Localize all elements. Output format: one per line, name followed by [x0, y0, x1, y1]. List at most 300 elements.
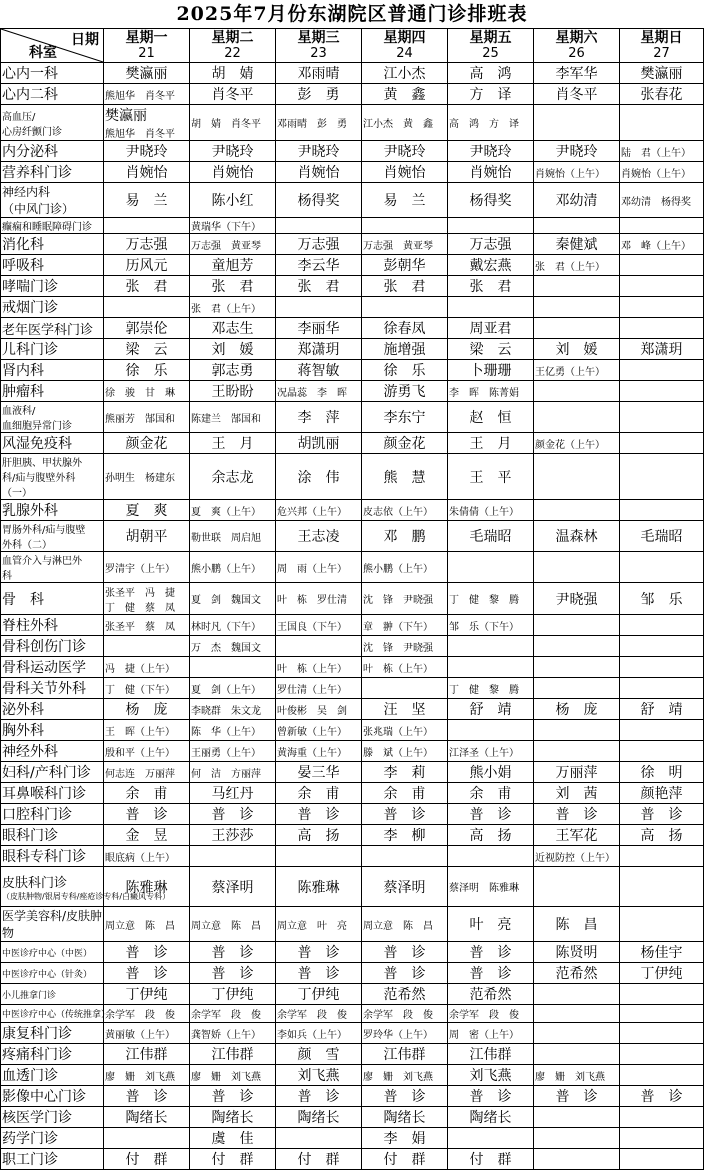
table-row — [1, 105, 704, 141]
dept-name-line: 中医诊疗中心（中医） — [2, 948, 93, 959]
doctor-name: 温森林 — [555, 529, 598, 545]
schedule-cell — [448, 846, 534, 867]
doctor-name: 高 鸿 方 译 — [449, 119, 519, 130]
schedule-cell — [448, 583, 534, 615]
table-row — [1, 276, 704, 297]
schedule-cell — [190, 360, 276, 381]
doctor-name: 余学军 段 俊 — [191, 1010, 261, 1021]
doctor-name: 万丽萍 — [555, 765, 598, 781]
doctor-name: 童旭芳 — [211, 258, 254, 274]
schedule-cell — [276, 1149, 362, 1170]
dept-name-line: 内分泌科 — [2, 144, 58, 160]
doctor-name: 梁 云 — [469, 342, 512, 358]
dept-name-line: 骨 科 — [2, 591, 44, 608]
doctor-name: 陈雅琳 — [297, 879, 340, 896]
doctor-name: 徐 乐 — [383, 363, 426, 379]
schedule-cell — [276, 162, 362, 183]
table-row — [1, 500, 704, 521]
doctor-name: 尹晓玲 — [125, 144, 168, 160]
dept-name-line: 皮肤科门诊 — [2, 875, 68, 891]
doctor-name: 徐 明 — [640, 765, 683, 781]
doctor-name: 胡 婧 肖冬平 — [191, 119, 261, 130]
schedule-cell — [362, 1107, 448, 1128]
schedule-cell — [104, 1086, 190, 1107]
doctor-name: 罗仕清（上午） — [277, 684, 347, 696]
doctor-name: 周立意 陈 昌 — [191, 920, 261, 932]
schedule-cell — [534, 720, 620, 741]
schedule-cell — [362, 804, 448, 825]
schedule-cell — [620, 381, 704, 402]
schedule-cell — [362, 521, 448, 552]
schedule-cell — [104, 984, 190, 1005]
schedule-cell — [276, 741, 362, 762]
schedule-cell — [448, 867, 534, 907]
doctor-name: 李晓群 朱文龙 — [191, 705, 261, 717]
schedule-cell — [190, 657, 276, 678]
doctor-name: 余 甫 — [469, 786, 512, 802]
doctor-name: 黄海重（上午） — [277, 747, 347, 759]
doctor-name: 丁伊纯 — [125, 987, 168, 1003]
schedule-cell — [362, 1065, 448, 1086]
dept-name-line: 神经外科 — [2, 744, 58, 760]
dept-name-cell — [1, 741, 104, 762]
schedule-cell — [534, 454, 620, 500]
schedule-cell — [448, 141, 534, 162]
schedule-cell — [448, 162, 534, 183]
doctor-name: 樊瀛丽 — [105, 108, 147, 124]
schedule-cell — [190, 783, 276, 804]
schedule-cell — [362, 500, 448, 521]
doctor-name: 沈 锋 尹晓强 — [363, 595, 433, 606]
doctor-name: 余 甫 — [383, 786, 426, 802]
schedule-cell — [448, 360, 534, 381]
doctor-name: 熊 慧 — [383, 469, 426, 486]
schedule-cell — [190, 255, 276, 276]
schedule-cell — [190, 339, 276, 360]
schedule-cell — [620, 234, 704, 255]
schedule-cell — [362, 105, 448, 141]
doctor-name: 蔡泽明 — [211, 879, 254, 896]
schedule-cell — [362, 636, 448, 657]
doctor-name: 李云华 — [297, 258, 340, 274]
schedule-cell — [104, 1065, 190, 1086]
doctor-name: 周 雨（上午） — [277, 563, 347, 575]
schedule-cell — [276, 521, 362, 552]
schedule-cell — [448, 1044, 534, 1065]
schedule-cell — [190, 276, 276, 297]
doctor-name: 余学军 段 俊 — [363, 1010, 433, 1021]
schedule-cell — [190, 183, 276, 218]
schedule-cell — [362, 783, 448, 804]
doctor-name: 普 诊 — [211, 1089, 254, 1105]
dept-name-line: 消化科 — [2, 237, 44, 253]
table-row — [1, 339, 704, 360]
dept-name-line: 科/疝与腹壁外科 — [2, 473, 76, 484]
dept-name-cell — [1, 1065, 104, 1086]
doctor-name: 罗玲华（上午） — [363, 1029, 433, 1041]
schedule-cell — [448, 1128, 534, 1149]
doctor-name: 徐 乐 — [125, 363, 168, 379]
schedule-cell — [534, 1128, 620, 1149]
schedule-cell — [276, 218, 362, 234]
doctor-name: 肖冬平 — [211, 87, 254, 103]
dept-name-line: 老年医学科门诊 — [2, 322, 94, 338]
schedule-cell — [276, 907, 362, 942]
doctor-name: 王 晖（上午） — [105, 726, 175, 738]
doctor-name: 叶俊彬 吴 剑 — [277, 705, 347, 717]
date-number: 24 — [396, 45, 413, 61]
doctor-name: 杨得奖 — [469, 193, 512, 209]
dept-name-line: 高血压/ — [2, 111, 36, 123]
schedule-cell — [190, 1044, 276, 1065]
doctor-name: 张 君 — [383, 279, 426, 295]
schedule-cell — [190, 963, 276, 984]
doctor-name: 普 诊 — [469, 945, 512, 961]
schedule-cell — [448, 984, 534, 1005]
schedule-cell — [104, 741, 190, 762]
doctor-name: 蔡泽明 陈雅琳 — [449, 883, 519, 894]
schedule-cell — [276, 678, 362, 699]
schedule-cell — [534, 433, 620, 454]
schedule-cell — [276, 105, 362, 141]
schedule-cell — [276, 234, 362, 255]
table-row — [1, 720, 704, 741]
dept-name-line: 心内二科 — [2, 87, 58, 103]
schedule-cell — [620, 1044, 704, 1065]
schedule-cell — [190, 454, 276, 500]
schedule-cell — [534, 339, 620, 360]
dept-name-cell — [1, 402, 104, 433]
schedule-cell — [104, 218, 190, 234]
doctor-name: 刘 媛 — [555, 342, 598, 358]
doctor-name: 刘飞燕 — [297, 1068, 340, 1084]
doctor-name: 曾新敏（上午） — [277, 726, 347, 738]
doctor-name: 邓雨晴 彭 勇 — [277, 119, 347, 130]
schedule-cell — [104, 583, 190, 615]
schedule-table — [0, 28, 704, 1170]
schedule-cell — [190, 218, 276, 234]
schedule-cell — [448, 825, 534, 846]
schedule-cell — [448, 381, 534, 402]
doctor-name: 张 君（上午） — [191, 303, 261, 315]
schedule-cell — [276, 762, 362, 783]
doctor-name: 叶 栋（上午） — [363, 663, 433, 675]
schedule-cell — [620, 318, 704, 339]
schedule-cell — [104, 699, 190, 720]
doctor-name: 邓幼清 杨得奖 — [621, 196, 691, 208]
dept-name-cell — [1, 84, 104, 105]
doctor-name: 樊瀛丽 — [125, 66, 168, 82]
doctor-name: 高 扬 — [469, 828, 512, 844]
schedule-cell — [448, 255, 534, 276]
schedule-cell — [276, 699, 362, 720]
schedule-cell — [534, 678, 620, 699]
schedule-cell — [276, 141, 362, 162]
doctor-name: 卜珊珊 — [469, 363, 512, 379]
dept-name-cell — [1, 657, 104, 678]
doctor-name: 李 莉 — [383, 765, 426, 781]
schedule-cell — [104, 339, 190, 360]
schedule-cell — [448, 741, 534, 762]
dept-name-cell — [1, 234, 104, 255]
schedule-cell — [104, 183, 190, 218]
dept-name-cell — [1, 183, 104, 218]
doctor-name: 眼底病（上午） — [105, 852, 175, 864]
dept-name-line: 乳腺外科 — [2, 503, 58, 519]
date-number: 26 — [568, 45, 585, 61]
schedule-cell — [104, 500, 190, 521]
doctor-name: 邹 乐 — [640, 591, 683, 608]
dept-name-cell — [1, 141, 104, 162]
doctor-name: 肖婉怡 — [125, 165, 168, 181]
schedule-cell — [534, 783, 620, 804]
dept-name-cell — [1, 804, 104, 825]
dept-name-cell — [1, 942, 104, 963]
schedule-cell — [190, 63, 276, 84]
schedule-cell — [362, 907, 448, 942]
dept-name-cell — [1, 907, 104, 942]
doctor-name: 夏 剑（上午） — [191, 684, 261, 696]
schedule-cell — [190, 1128, 276, 1149]
schedule-cell — [620, 867, 704, 907]
schedule-cell — [190, 942, 276, 963]
doctor-name: 江泽圣（上午） — [449, 747, 519, 759]
doctor-name: 殷和平（上午） — [105, 747, 175, 759]
doctor-name: 王 平 — [469, 469, 512, 486]
schedule-cell — [362, 552, 448, 583]
schedule-cell — [276, 1107, 362, 1128]
doctor-name: 朱倩倩（上午） — [449, 506, 519, 518]
schedule-cell — [362, 942, 448, 963]
doctor-name: 普 诊 — [555, 807, 598, 823]
schedule-cell — [190, 1086, 276, 1107]
schedule-cell — [448, 720, 534, 741]
doctor-name: 余学军 段 俊 — [449, 1010, 519, 1021]
schedule-cell — [276, 636, 362, 657]
dept-name-line: 肿瘤科 — [2, 384, 44, 400]
schedule-cell — [362, 297, 448, 318]
doctor-name: 陈建兰 郜国和 — [191, 413, 261, 425]
doctor-name: 马红丹 — [211, 786, 254, 802]
table-row — [1, 615, 704, 636]
doctor-name: 易 兰 — [125, 193, 168, 209]
doctor-name: 普 诊 — [125, 807, 168, 823]
doctor-name: 廖 姗 刘飞燕 — [191, 1071, 261, 1083]
schedule-cell — [534, 867, 620, 907]
doctor-name: 普 诊 — [640, 1089, 683, 1105]
schedule-cell — [276, 276, 362, 297]
doctor-name: 夏 爽（上午） — [191, 506, 261, 518]
schedule-cell — [448, 339, 534, 360]
schedule-cell — [620, 339, 704, 360]
doctor-name: 肖婉怡（上午） — [621, 168, 691, 180]
schedule-cell — [448, 433, 534, 454]
doctor-name: 丁伊纯 — [297, 987, 340, 1003]
table-row — [1, 762, 704, 783]
doctor-name: 秦健斌 — [555, 237, 598, 253]
schedule-cell — [448, 1065, 534, 1086]
doctor-name: 丁 健 黎 腾 — [449, 595, 519, 606]
doctor-name: 徐春凤 — [383, 321, 426, 337]
schedule-cell — [534, 234, 620, 255]
schedule-cell — [276, 402, 362, 433]
schedule-cell — [620, 1005, 704, 1023]
table-row — [1, 657, 704, 678]
schedule-cell — [620, 741, 704, 762]
schedule-cell — [190, 1107, 276, 1128]
schedule-cell — [534, 615, 620, 636]
dept-name-cell — [1, 636, 104, 657]
schedule-cell — [104, 1149, 190, 1170]
doctor-name: 蔡泽明 — [383, 879, 426, 896]
doctor-name: 陈雅琳 — [125, 879, 168, 896]
doctor-name: 李 晖 陈菁娟 — [449, 387, 519, 399]
schedule-cell — [620, 1086, 704, 1107]
schedule-cell — [448, 521, 534, 552]
doctor-name: 普 诊 — [640, 807, 683, 823]
doctor-name: 江小杰 黄 鑫 — [363, 119, 433, 130]
doctor-name: 廖 姗 刘飞燕 — [363, 1071, 433, 1083]
schedule-cell — [362, 846, 448, 867]
schedule-cell — [534, 846, 620, 867]
doctor-name: 余学军 段 俊 — [277, 1010, 347, 1021]
doctor-name: 邓 鹏 — [383, 529, 426, 545]
doctor-name: 张 君（上午） — [535, 261, 605, 273]
doctor-name: 余志龙 — [211, 469, 254, 486]
doctor-name: 普 诊 — [469, 807, 512, 823]
dept-name-cell — [1, 825, 104, 846]
dept-name-line: 肾内科 — [2, 363, 44, 379]
dept-name-line: 血液科/ — [2, 406, 36, 417]
dept-name-line: 脊柱外科 — [2, 618, 58, 634]
doctor-name: 晏三华 — [297, 765, 340, 781]
doctor-name: 江伟群 — [469, 1047, 512, 1063]
doctor-name: 胡朝平 — [125, 529, 168, 545]
doctor-name: 普 诊 — [297, 807, 340, 823]
dept-name-line: 戒烟门诊 — [2, 300, 58, 316]
schedule-cell — [534, 1107, 620, 1128]
doctor-name: 熊旭华 肖冬平 — [105, 90, 175, 102]
dept-name-line: 耳鼻喉科门诊 — [2, 786, 86, 802]
schedule-cell — [620, 699, 704, 720]
doctor-name: 张圣平 蔡 凤 — [105, 621, 175, 633]
doctor-name: 普 诊 — [297, 945, 340, 961]
schedule-cell — [362, 162, 448, 183]
table-row — [1, 583, 704, 615]
schedule-cell — [190, 762, 276, 783]
schedule-cell — [534, 552, 620, 583]
schedule-cell — [620, 846, 704, 867]
schedule-cell — [362, 234, 448, 255]
dept-name-line: 眼科门诊 — [2, 828, 58, 844]
table-row — [1, 907, 704, 942]
table-row — [1, 1005, 704, 1023]
day-header-6 — [534, 29, 620, 63]
schedule-cell — [620, 984, 704, 1005]
doctor-name: 滕 斌（上午） — [363, 747, 433, 759]
schedule-cell — [104, 105, 190, 141]
schedule-cell — [104, 1044, 190, 1065]
schedule-cell — [362, 762, 448, 783]
doctor-name: 李军华 — [555, 66, 598, 82]
schedule-cell — [276, 825, 362, 846]
doctor-name: 杨 庞 — [125, 702, 168, 718]
doctor-name: 毛瑞昭 — [640, 529, 683, 545]
table-row — [1, 963, 704, 984]
schedule-cell — [362, 402, 448, 433]
schedule-cell — [362, 741, 448, 762]
table-row — [1, 741, 704, 762]
schedule-cell — [276, 297, 362, 318]
schedule-cell — [276, 552, 362, 583]
doctor-name: 易 兰 — [383, 193, 426, 209]
doctor-name: 张 君 — [297, 279, 340, 295]
schedule-cell — [104, 360, 190, 381]
dept-name-line: 药学门诊 — [2, 1131, 58, 1147]
schedule-cell — [276, 1005, 362, 1023]
schedule-cell — [104, 255, 190, 276]
doctor-name: 陈小红 — [211, 193, 254, 209]
dept-name-cell — [1, 276, 104, 297]
dept-name-cell — [1, 454, 104, 500]
doctor-name: 舒 靖 — [469, 702, 512, 718]
schedule-cell — [534, 741, 620, 762]
doctor-name: 陈 昌 — [555, 917, 598, 933]
table-row — [1, 234, 704, 255]
doctor-name: 何志连 万丽萍 — [105, 768, 175, 780]
dept-name-line: 骨科运动医学 — [2, 660, 86, 676]
schedule-cell — [620, 907, 704, 942]
dept-name-cell — [1, 615, 104, 636]
schedule-cell — [190, 720, 276, 741]
table-row — [1, 521, 704, 552]
schedule-cell — [362, 255, 448, 276]
doctor-name: 黄丽敏（上午） — [105, 1029, 175, 1041]
schedule-cell — [620, 218, 704, 234]
schedule-cell — [190, 433, 276, 454]
schedule-cell — [362, 1023, 448, 1044]
schedule-cell — [448, 657, 534, 678]
schedule-cell — [448, 963, 534, 984]
dept-name-line: 血透门诊 — [2, 1068, 58, 1084]
dept-name-cell — [1, 297, 104, 318]
doctor-name: 蒋智敏 — [297, 363, 340, 379]
dept-name-line: 中医诊疗中心（传统推拿） — [2, 1010, 111, 1020]
schedule-cell — [190, 141, 276, 162]
doctor-name: 胡 婧 — [211, 66, 254, 82]
table-row — [1, 552, 704, 583]
doctor-name: 周 密（上午） — [449, 1029, 519, 1041]
schedule-cell — [190, 105, 276, 141]
schedule-cell — [362, 615, 448, 636]
dept-name-line: 营养科门诊 — [2, 165, 72, 181]
doctor-name: 夏 剑 魏国文 — [191, 595, 261, 606]
doctor-name: 李 柳 — [383, 828, 426, 844]
weekday-label: 星期二 — [211, 29, 254, 46]
schedule-cell — [534, 1149, 620, 1170]
schedule-cell — [276, 381, 362, 402]
doctor-name: 丁 健 蔡 凤 — [105, 602, 175, 614]
schedule-cell — [190, 867, 276, 907]
dept-name-cell — [1, 699, 104, 720]
schedule-cell — [190, 699, 276, 720]
dept-name-line: 泌外科 — [2, 702, 44, 718]
table-row — [1, 699, 704, 720]
doctor-name: 万志强 — [297, 237, 340, 253]
dept-name-cell — [1, 984, 104, 1005]
schedule-cell — [276, 339, 362, 360]
schedule-cell — [362, 84, 448, 105]
